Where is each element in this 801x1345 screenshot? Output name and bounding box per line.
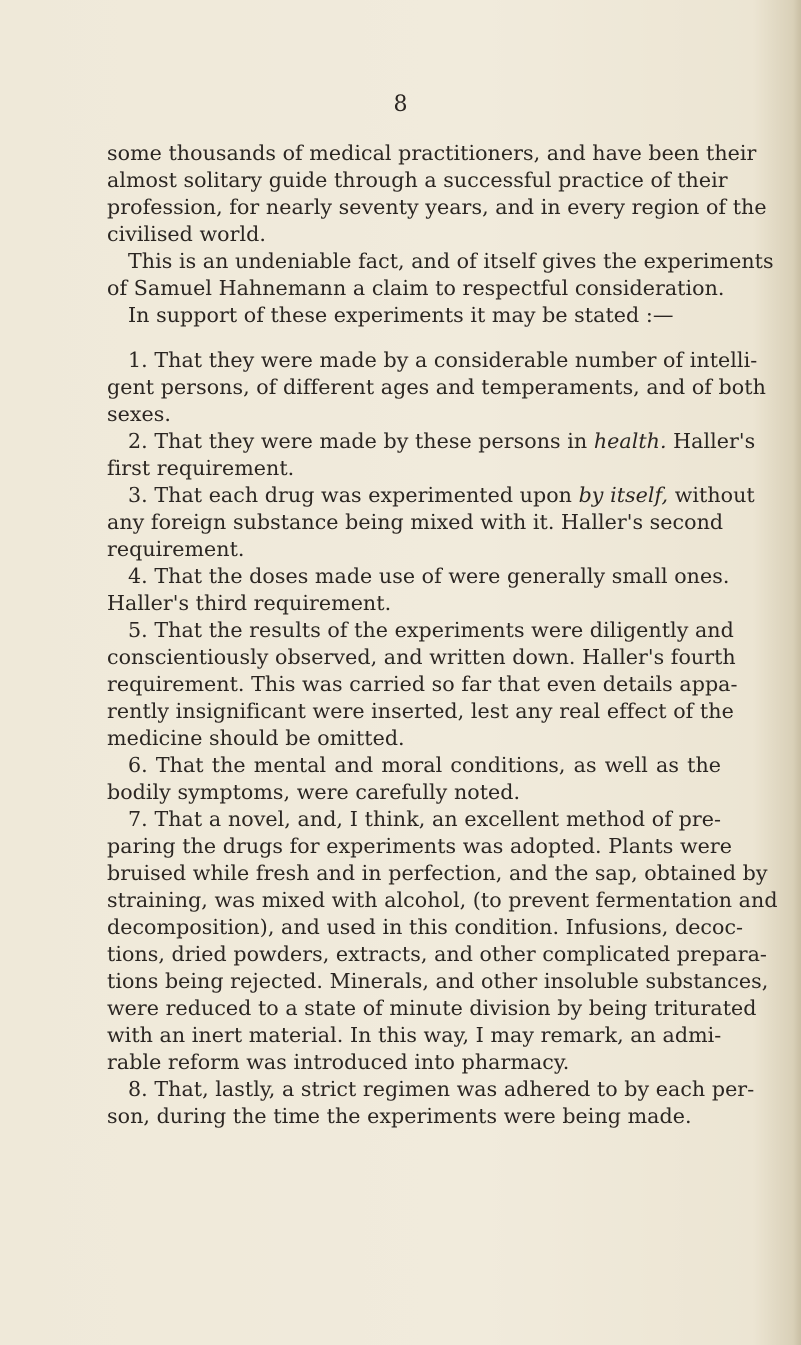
text-line: tions, dried powders, extracts, and other complicated prepara- bbox=[107, 942, 767, 966]
text-line: of Samuel Hahnemann a claim to respectful consideration. bbox=[107, 276, 725, 300]
text-line: 1. That they were made by a considerable number of intelli- bbox=[128, 348, 758, 372]
paragraph-support bbox=[107, 302, 721, 329]
text-line: straining, was mixed with alcohol, (to prevent fermentation and bbox=[107, 888, 778, 912]
text-line bbox=[107, 482, 755, 509]
text-line: 8. That, lastly, a strict regimen was adhered to by each per- bbox=[128, 1077, 755, 1101]
text-line: bruised while fresh and in perfection, and the sap, obtained by bbox=[107, 861, 768, 885]
text-line: tions being rejected. Minerals, and other insoluble substances, bbox=[107, 969, 769, 993]
text-line: 4. That the doses made use of were generally small ones. bbox=[128, 564, 730, 588]
list-item-6 bbox=[107, 752, 721, 806]
text-line: any foreign substance being mixed with it. Haller's second bbox=[107, 510, 724, 534]
text-line: gent persons, of different ages and temperaments, and of both bbox=[107, 375, 766, 399]
text-line: paring the drugs for experiments was adopted. Plants were bbox=[107, 834, 732, 858]
text-line: rable reform was introduced into pharmacy. bbox=[107, 1050, 570, 1074]
text-fragment: Haller's bbox=[666, 429, 756, 453]
text-line: requirement. This was carried so far that even details appa- bbox=[107, 672, 738, 696]
text-line: son, during the time the experiments were being made. bbox=[107, 1104, 692, 1128]
text-line: This is an undeniable fact, and of itself gives the experiments bbox=[128, 249, 774, 273]
text-line: 6. That the mental and moral conditions, as well as the bbox=[128, 753, 721, 777]
list-item-1 bbox=[107, 347, 766, 428]
text-line: were reduced to a state of minute division by being triturated bbox=[107, 996, 757, 1020]
text-line: 7. That a novel, and, I think, an excellent method of pre- bbox=[128, 807, 721, 831]
list-item-2 bbox=[107, 428, 756, 482]
text-line: with an inert material. In this way, I may remark, an admi- bbox=[107, 1023, 722, 1047]
text-line: medicine should be omitted. bbox=[107, 726, 405, 750]
text-line bbox=[107, 428, 756, 455]
text-line: Haller's third requirement. bbox=[107, 591, 392, 615]
list-item-3 bbox=[107, 482, 755, 563]
text-line: first requirement. bbox=[107, 456, 295, 480]
text-line: requirement. bbox=[107, 537, 245, 561]
text-fragment: 2. That they were made by these persons in bbox=[128, 429, 594, 453]
text-line: profession, for nearly seventy years, and in every region of the bbox=[107, 195, 767, 219]
list-item-4 bbox=[107, 563, 730, 617]
list-item-7 bbox=[107, 806, 778, 1076]
paragraph-fact bbox=[107, 248, 774, 302]
text-line: some thousands of medical practitioners, and have been their bbox=[107, 141, 757, 165]
page-number: 8 bbox=[393, 92, 408, 117]
text-line: rently insignificant were inserted, lest any real effect of the bbox=[107, 699, 734, 723]
text-line: sexes. bbox=[107, 402, 171, 426]
body-text bbox=[107, 140, 778, 1130]
text-line: civilised world. bbox=[107, 222, 266, 246]
text-line: 5. That the results of the experiments were diligently and bbox=[128, 618, 734, 642]
text-line: almost solitary guide through a successful practice of their bbox=[107, 168, 728, 192]
paragraph-intro bbox=[107, 140, 767, 248]
italic-word: by itself, bbox=[578, 483, 669, 507]
text-line: In support of these experiments it may be stated :— bbox=[128, 303, 674, 327]
text-line: decomposition), and used in this condition. Infusions, decoc- bbox=[107, 915, 744, 939]
list-item-5 bbox=[107, 617, 738, 752]
italic-word: health. bbox=[593, 429, 667, 453]
text-fragment: without bbox=[668, 483, 755, 507]
text-fragment: 3. That each drug was experimented upon bbox=[128, 483, 579, 507]
text-line: conscientiously observed, and written down. Haller's fourth bbox=[107, 645, 736, 669]
text-line: bodily symptoms, were carefully noted. bbox=[107, 780, 521, 804]
list-item-8 bbox=[107, 1076, 755, 1130]
